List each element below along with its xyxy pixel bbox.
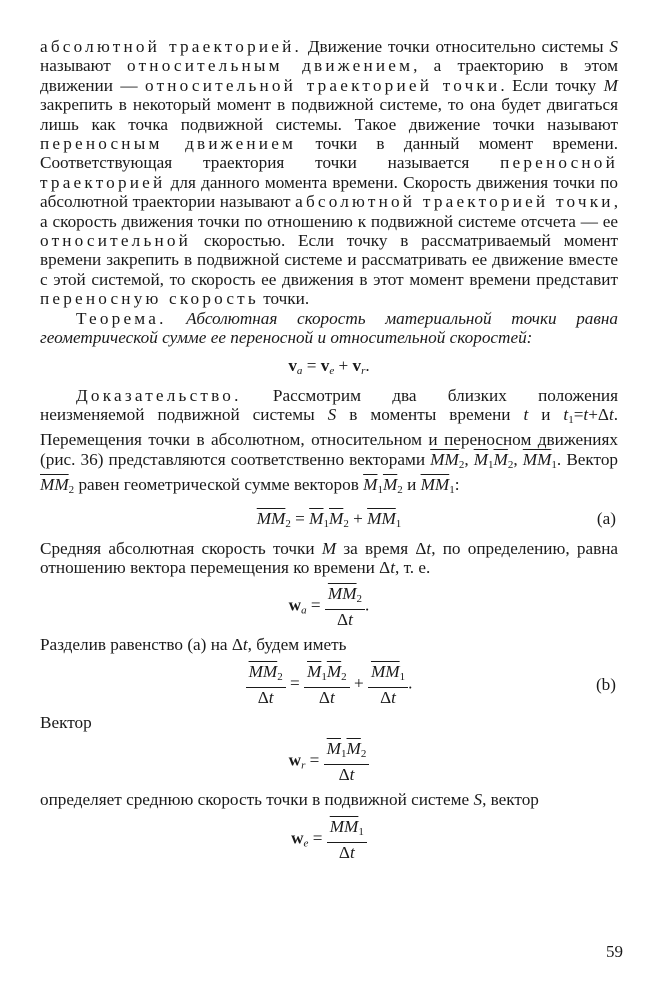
equation-velocity-sum: $v_a = v_e + v_r$.	[288, 355, 370, 377]
paragraph-definitions: абсолютной траекторией. Движение точки относительно системы S называют относительным движением, а траекторию в этом движении — относительной траекторией точки. Если точку M закрепить в некоторый момент в подвижной системе, то она будет двигаться лишь как точка подвижной системы. Такое движение точки называют переносным движением точки в данный момент времени. Соответствующая траектория точки называется переносной траекторией для данного момента времени. Скорость движения точки по абсолютной траектории называют абсолютной траекторией точки, а скорость движения точки по отношению к подвижной системе отсчета — ее относительной скоростью. Если точку в рассматриваемый момент времени закрепить в подвижной системе и рассматривать ее движение вместе с этой системой, то скорость ее движения в этот момент времени представит переносную скорость точки.	[40, 37, 618, 309]
page-number: 59	[606, 942, 623, 961]
proof-paragraph: Доказательство. Рассмотрим два близких положения неизменяемой подвижной системы S в моменты времени t и $t_1=t+\Delta t$. Перемещения точки в абсолютном, относительном и переносном движениях (рис. 36) представляются соответственно векторами $\overline{MM}_2$, $\overline{M}_1\overline{M}_2$, $\overline{MM}_1$. Вектор $\overline{MM}_2$ равен геометрической сумме векторов $\overline{M}_1\overline{M}_2$ и $\overline{MM}_1$:	[40, 385, 619, 497]
equation-we: $w_e$ = $\frac{\overline{MM}_1}{\Delta t}$	[40, 810, 618, 868]
paragraph-vector: Вектор	[40, 712, 92, 732]
paragraph-defines: определяет среднюю скорость точки в подвижной системе S, вектор	[40, 790, 539, 810]
body-text	[40, 37, 618, 868]
equation-tag-b: (b)	[595, 674, 616, 694]
theorem: Теорема. Абсолютная скорость материальной точки равна геометрической сумме ее переносной и относительной скоростей:	[40, 308, 618, 348]
equation-tag-a: (a)	[596, 508, 616, 528]
paragraph-mean-velocity: Средняя абсолютная скорость точки M за время Δt, по определению, равна отношению вектора перемещения ко времени Δt, т. е.	[40, 538, 619, 577]
equation-wr: $w_r$ = $\frac{\overline{M}_1\overline{M}_2}{\Delta t}$	[40, 732, 618, 790]
equation-b: $\frac{\overline{MM}_2}{\Delta t}$ = $\frac{\overline{M}_1\overline{M}_2}{\Delta t}$ + $\frac{\overline{MM}_1}{\Delta t}$ . (b)	[40, 655, 618, 713]
paragraph-divide: Разделив равенство (a) на Δt, будем иметь	[40, 635, 347, 655]
equation-a: $\overline{MM}_2 = \overline{M}_1\overline{M}_2 + \overline{MM}_1$ (a)	[256, 508, 616, 530]
equation-wa: $w_a$ = $\frac{\overline{MM}_2}{\Delta t}$ .	[288, 584, 370, 630]
